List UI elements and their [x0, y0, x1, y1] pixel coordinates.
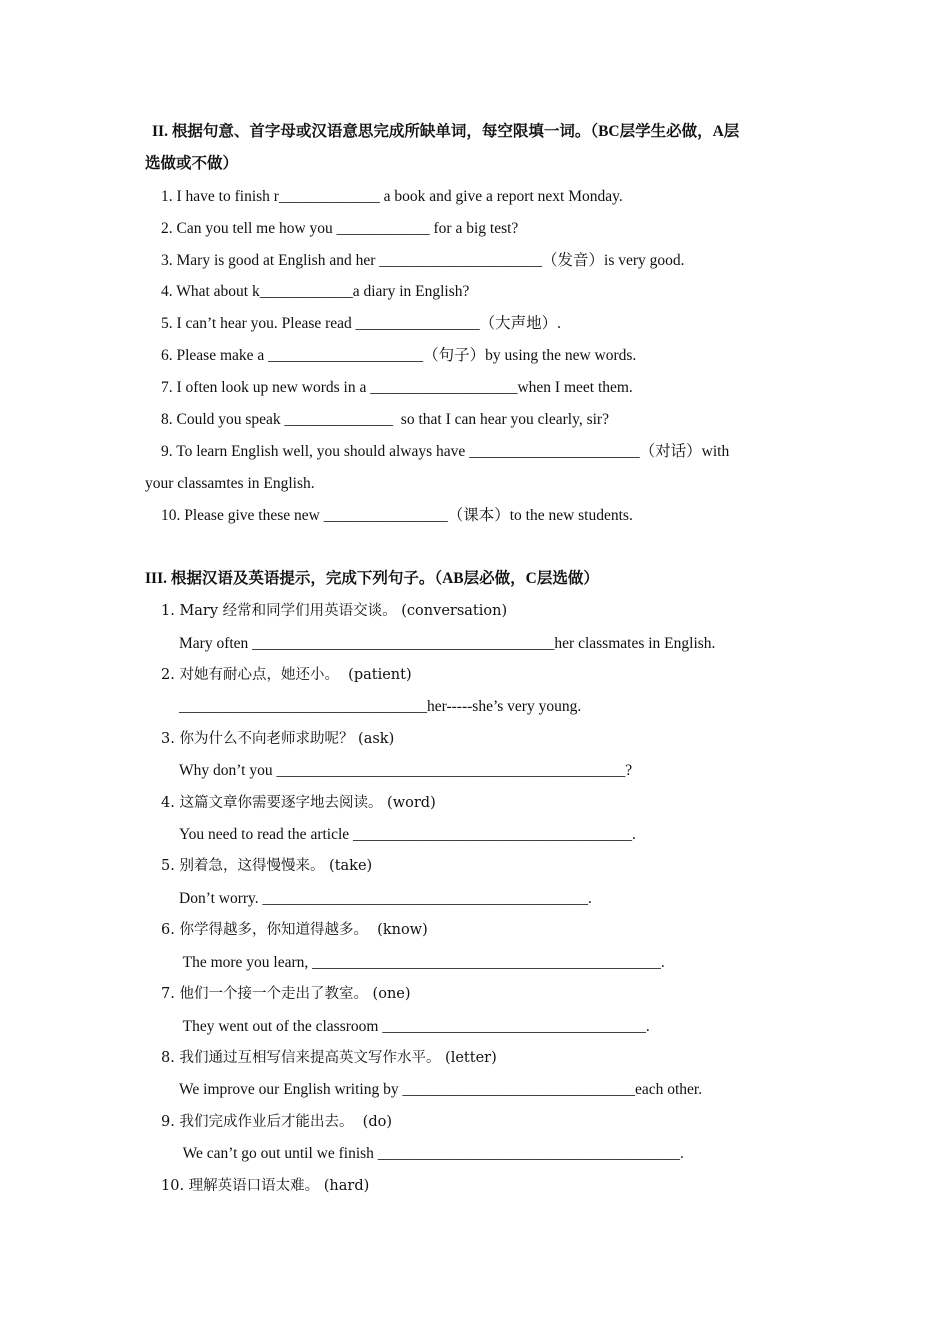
section-3-answer-2: ________________________________her-----she’s very young.: [179, 698, 582, 715]
section-2-item-3: 3. Mary is good at English and her _____________________（发音）is very good.: [161, 252, 685, 269]
section-3-prompt-4: 4. 这篇文章你需要逐字地去阅读。 (word): [161, 795, 436, 811]
section-3-prompt-2: 2. 对她有耐心点，她还小。 (patient): [161, 667, 412, 683]
section-2-item-10: 10. Please give these new ________________（课本）to the new students.: [161, 507, 633, 524]
section-3-prompt-1: 1. Mary 经常和同学们用英语交谈。 (conversation): [161, 603, 508, 619]
section-2-item-8: 8. Could you speak ______________ so that I can hear you clearly, sir?: [161, 411, 609, 428]
section-3-answer-1: Mary often _______________________________________her classmates in English.: [179, 635, 716, 652]
section-3-prompt-7: 7. 他们一个接一个走出了教室。 (one): [161, 986, 411, 1002]
section-3-answer-6: The more you learn, _____________________________________________.: [179, 954, 665, 971]
section-2-item-1: 1. I have to finish r_____________ a book and give a report next Monday.: [161, 188, 623, 205]
section-2-item-6: 6. Please make a ____________________（句子）by using the new words.: [161, 347, 637, 364]
section-3-answer-5: Don’t worry. __________________________________________.: [179, 890, 592, 907]
section-3-heading: III. 根据汉语及英语提示，完成下列句子。（AB层必做，C层选做）: [145, 570, 599, 587]
section-3-answer-8: We improve our English writing by ______________________________each other.: [179, 1081, 703, 1098]
section-2-item-9-cont: your classamtes in English.: [145, 475, 315, 492]
section-2-item-5: 5. I can’t hear you. Please read ________________（大声地）.: [161, 315, 562, 332]
section-3-prompt-5: 5. 别着急，这得慢慢来。 (take): [161, 858, 373, 874]
section-3-prompt-3: 3. 你为什么不向老师求助呢？ (ask): [161, 731, 395, 747]
section-3-prompt-6: 6. 你学得越多，你知道得越多。 (know): [161, 922, 428, 938]
section-3-answer-7: They went out of the classroom __________________________________.: [179, 1018, 650, 1035]
section-2-item-2: 2. Can you tell me how you ____________ for a big test?: [161, 220, 519, 237]
section-3-answer-4: You need to read the article ____________________________________.: [179, 826, 636, 843]
section-3-prompt-10: 10. 理解英语口语太难。 (hard): [161, 1178, 370, 1194]
section-2-item-9: 9. To learn English well, you should always have ______________________（对话）with: [161, 443, 730, 460]
section-3-prompt-9: 9. 我们完成作业后才能出去。 (do): [161, 1114, 392, 1130]
section-2-heading-line1: II. 根据句意、首字母或汉语意思完成所缺单词，每空限填一词。（BC层学生必做，A层: [152, 123, 740, 140]
section-2-item-7: 7. I often look up new words in a ___________________when I meet them.: [161, 379, 633, 396]
section-2-heading-line2: 选做或不做）: [145, 155, 239, 172]
section-3-answer-3: Why don’t you _____________________________________________?: [179, 762, 633, 779]
section-2-item-4: 4. What about k____________a diary in English?: [161, 283, 470, 300]
section-3-answer-9: We can’t go out until we finish _______________________________________.: [179, 1145, 684, 1162]
section-3-prompt-8: 8. 我们通过互相写信来提高英文写作水平。 (letter): [161, 1050, 497, 1066]
